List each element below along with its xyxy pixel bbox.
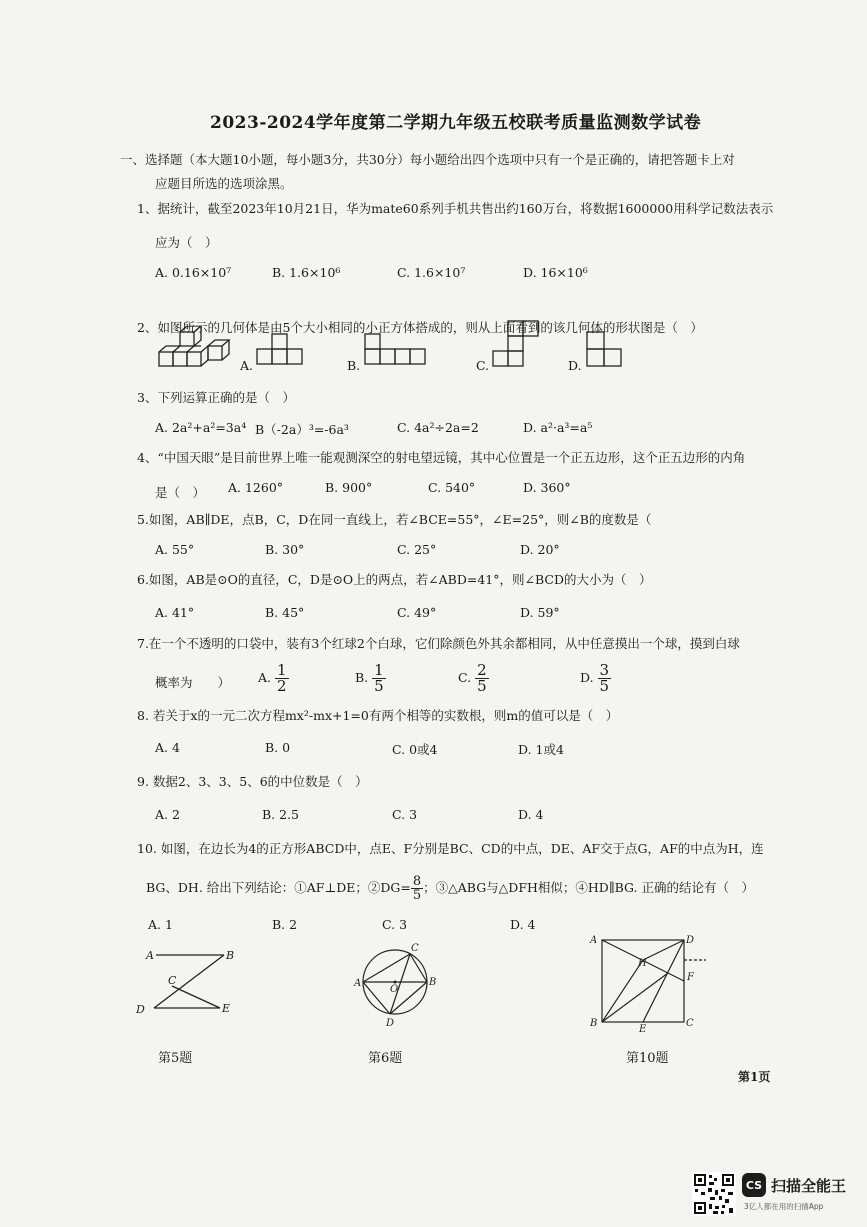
section-instructions-line1: 一、选择题（本大题10小题，每小题3分，共30分）每小题给出四个选项中只有一个是正确的，请把答题卡上对: [120, 152, 735, 167]
question-8-text: 8. 若关于x的一元二次方程mx²-mx+1=0有两个相等的实数根，则m的值可以是（ ）: [137, 708, 619, 723]
question-6-text: 6.如图，AB是⊙O的直径，C，D是⊙O上的两点，若∠ABD=41°，则∠BCD的大小为（ ）: [137, 572, 652, 587]
question-5-text: 5.如图，AB∥DE，点B，C，D在同一直线上，若∠BCE=55°，∠E=25°，则∠B的度数是（: [137, 512, 652, 527]
question-4-option-b: B. 900°: [325, 480, 373, 495]
brand-name: 扫描全能王: [771, 1177, 847, 1195]
question-1-option-c: C. 1.6×10⁷: [397, 265, 466, 280]
question-7-option-a: [258, 663, 289, 694]
question-1-option-b: B. 1.6×10⁶: [272, 265, 341, 280]
camscanner-logo-icon: CS: [742, 1173, 766, 1197]
figure-6-label-b: B: [429, 977, 437, 988]
question-7-option-a-fraction: $\frac{1}{2}$: [277, 661, 287, 695]
question-10-text-line2: BG、DH. 给出下列结论：①AF⊥DE；②DG= $\frac{8}{5}$ ；③△ABG与△DFH相似；④HD∥BG. 正确的结论有（ ）: [146, 874, 754, 903]
question-2-solid-figure: [155, 326, 235, 376]
question-4-option-d: D. 360°: [523, 480, 571, 495]
question-2-option-d-figure: [586, 330, 626, 370]
question-3-text: 3、下列运算正确的是（ ）: [137, 390, 295, 405]
question-3-option-c: C. 4a²÷2a=2: [397, 420, 479, 435]
question-8-option-b: B. 0: [265, 740, 291, 755]
question-5-option-b: B. 30°: [265, 542, 305, 557]
figure-6-label-o: O: [390, 984, 399, 995]
question-5-option-c: C. 25°: [397, 542, 437, 557]
question-7-option-b: [355, 663, 386, 694]
figure-10-label-d: D: [686, 935, 695, 946]
question-8-option-d: D. 1或4: [518, 742, 564, 757]
question-7-prefix: 概率为 ）: [155, 675, 231, 690]
figure-6-caption: 第6题: [368, 1051, 403, 1066]
question-10-text: 10. 如图，在边长为4的正方形ABCD中，点E、F分别是BC、CD的中点，DE、AF交于点G，AF的中点为H，连: [137, 841, 764, 856]
question-5-option-a: A. 55°: [155, 542, 195, 557]
figure-10: [584, 928, 714, 1032]
figure-10-label-h: H: [638, 958, 647, 969]
question-1-text: 1、据统计，截至2023年10月21日，华为mate60系列手机共售出约160万台，将数据1600000用科学记数法表示: [137, 201, 774, 216]
page-number: 第1页: [738, 1070, 771, 1084]
question-7-option-d-label: D.: [580, 670, 594, 685]
question-3-option-d: D. a²·a³=a⁵: [523, 420, 593, 435]
question-8-option-a: A. 4: [155, 740, 180, 755]
question-2-option-c-figure: [492, 320, 542, 370]
figure-10-label-b: B: [590, 1018, 598, 1029]
question-7-option-b-fraction: $\frac{1}{5}$: [374, 661, 384, 695]
question-6-option-d: D. 59°: [520, 605, 560, 620]
question-7-text: 7.在一个不透明的口袋中，装有3个红球2个白球，它们除颜色外其余都相同，从中任意摸出一个球，摸到白球: [137, 636, 740, 651]
figure-5: [130, 942, 240, 1022]
figure-6-label-a: A: [354, 978, 362, 989]
figure-10-caption: 第10题: [626, 1051, 669, 1066]
question-2-option-d: D.: [568, 358, 582, 373]
question-7-option-c-fraction: $\frac{2}{5}$: [477, 661, 487, 695]
question-2-text: 2、如图所示的几何体是由5个大小相同的小正方体搭成的，则从上面看到的该几何体的形状图是（ ）: [137, 320, 703, 335]
figure-10-label-e: E: [639, 1024, 647, 1032]
question-4-text: 4、“中国天眼”是目前世界上唯一能观测深空的射电望远镜，其中心位置是一个正五边形，这个正五边形的内角: [137, 450, 746, 465]
question-7-option-c: [458, 663, 489, 694]
qr-code-icon: [692, 1172, 736, 1216]
question-6-option-b: B. 45°: [265, 605, 305, 620]
question-10-option-b: B. 2: [272, 917, 298, 932]
question-4-option-a: A. 1260°: [228, 480, 284, 495]
question-10-option-d: D. 4: [510, 917, 536, 932]
question-1-option-a: A. 0.16×10⁷: [155, 265, 232, 280]
figure-10-label-f: F: [687, 972, 694, 983]
question-9-option-d: D. 4: [518, 807, 544, 822]
figure-5-label-a: A: [146, 949, 154, 962]
question-7-option-d-fraction: $\frac{3}{5}$: [599, 661, 610, 695]
question-4-prefix: 是（ ）: [155, 485, 206, 500]
question-2-option-b: B.: [347, 358, 361, 373]
question-6-option-a: A. 41°: [155, 605, 195, 620]
question-2-option-c: C.: [476, 358, 490, 373]
page-title: 2023-2024学年度第二学期九年级五校联考质量监测数学试卷: [210, 113, 702, 133]
question-10-fraction: $\frac{8}{5}$: [412, 874, 422, 903]
question-1-text-line2: 应为（ ）: [155, 235, 218, 250]
section-instructions-line2: 应题目所选的选项涂黑。: [155, 176, 293, 191]
figure-6-label-d: D: [386, 1018, 395, 1028]
question-2-option-b-figure: [364, 332, 432, 368]
figure-5-caption: 第5题: [158, 1051, 193, 1066]
question-5-option-d: D. 20°: [520, 542, 560, 557]
figure-5-label-b: B: [226, 949, 235, 962]
question-9-option-a: A. 2: [155, 807, 180, 822]
brand-tagline: 3亿人都在用的扫描App: [744, 1202, 824, 1211]
question-7-option-c-label: C.: [458, 670, 472, 685]
figure-5-label-d: D: [136, 1003, 145, 1016]
figure-10-label-c: C: [686, 1018, 694, 1029]
figure-10-label-a: A: [590, 935, 598, 946]
question-7-option-d: [580, 663, 611, 694]
question-3-option-a: A. 2a²+a²=3a⁴: [155, 420, 247, 435]
question-10-option-c: C. 3: [382, 917, 408, 932]
figure-5-label-c: C: [168, 974, 177, 987]
figure-6-label-c: C: [411, 943, 419, 954]
question-2-option-a-figure: [256, 332, 318, 368]
question-7-option-a-label: A.: [258, 670, 272, 685]
question-9-text: 9. 数据2、3、3、5、6的中位数是（ ）: [137, 774, 368, 789]
question-6-option-c: C. 49°: [397, 605, 437, 620]
question-3-option-b: B（-2a）³=-6a³: [255, 422, 349, 437]
question-8-option-c: C. 0或4: [392, 742, 438, 757]
question-2-option-a: A.: [240, 358, 254, 373]
figure-5-label-e: E: [222, 1002, 231, 1015]
question-7-option-b-label: B.: [355, 670, 369, 685]
question-10-option-a: A. 1: [148, 917, 173, 932]
question-9-option-b: B. 2.5: [262, 807, 300, 822]
question-1-option-d: D. 16×10⁶: [523, 265, 588, 280]
question-9-option-c: C. 3: [392, 807, 418, 822]
figure-6: [350, 938, 440, 1028]
question-4-option-c: C. 540°: [428, 480, 476, 495]
